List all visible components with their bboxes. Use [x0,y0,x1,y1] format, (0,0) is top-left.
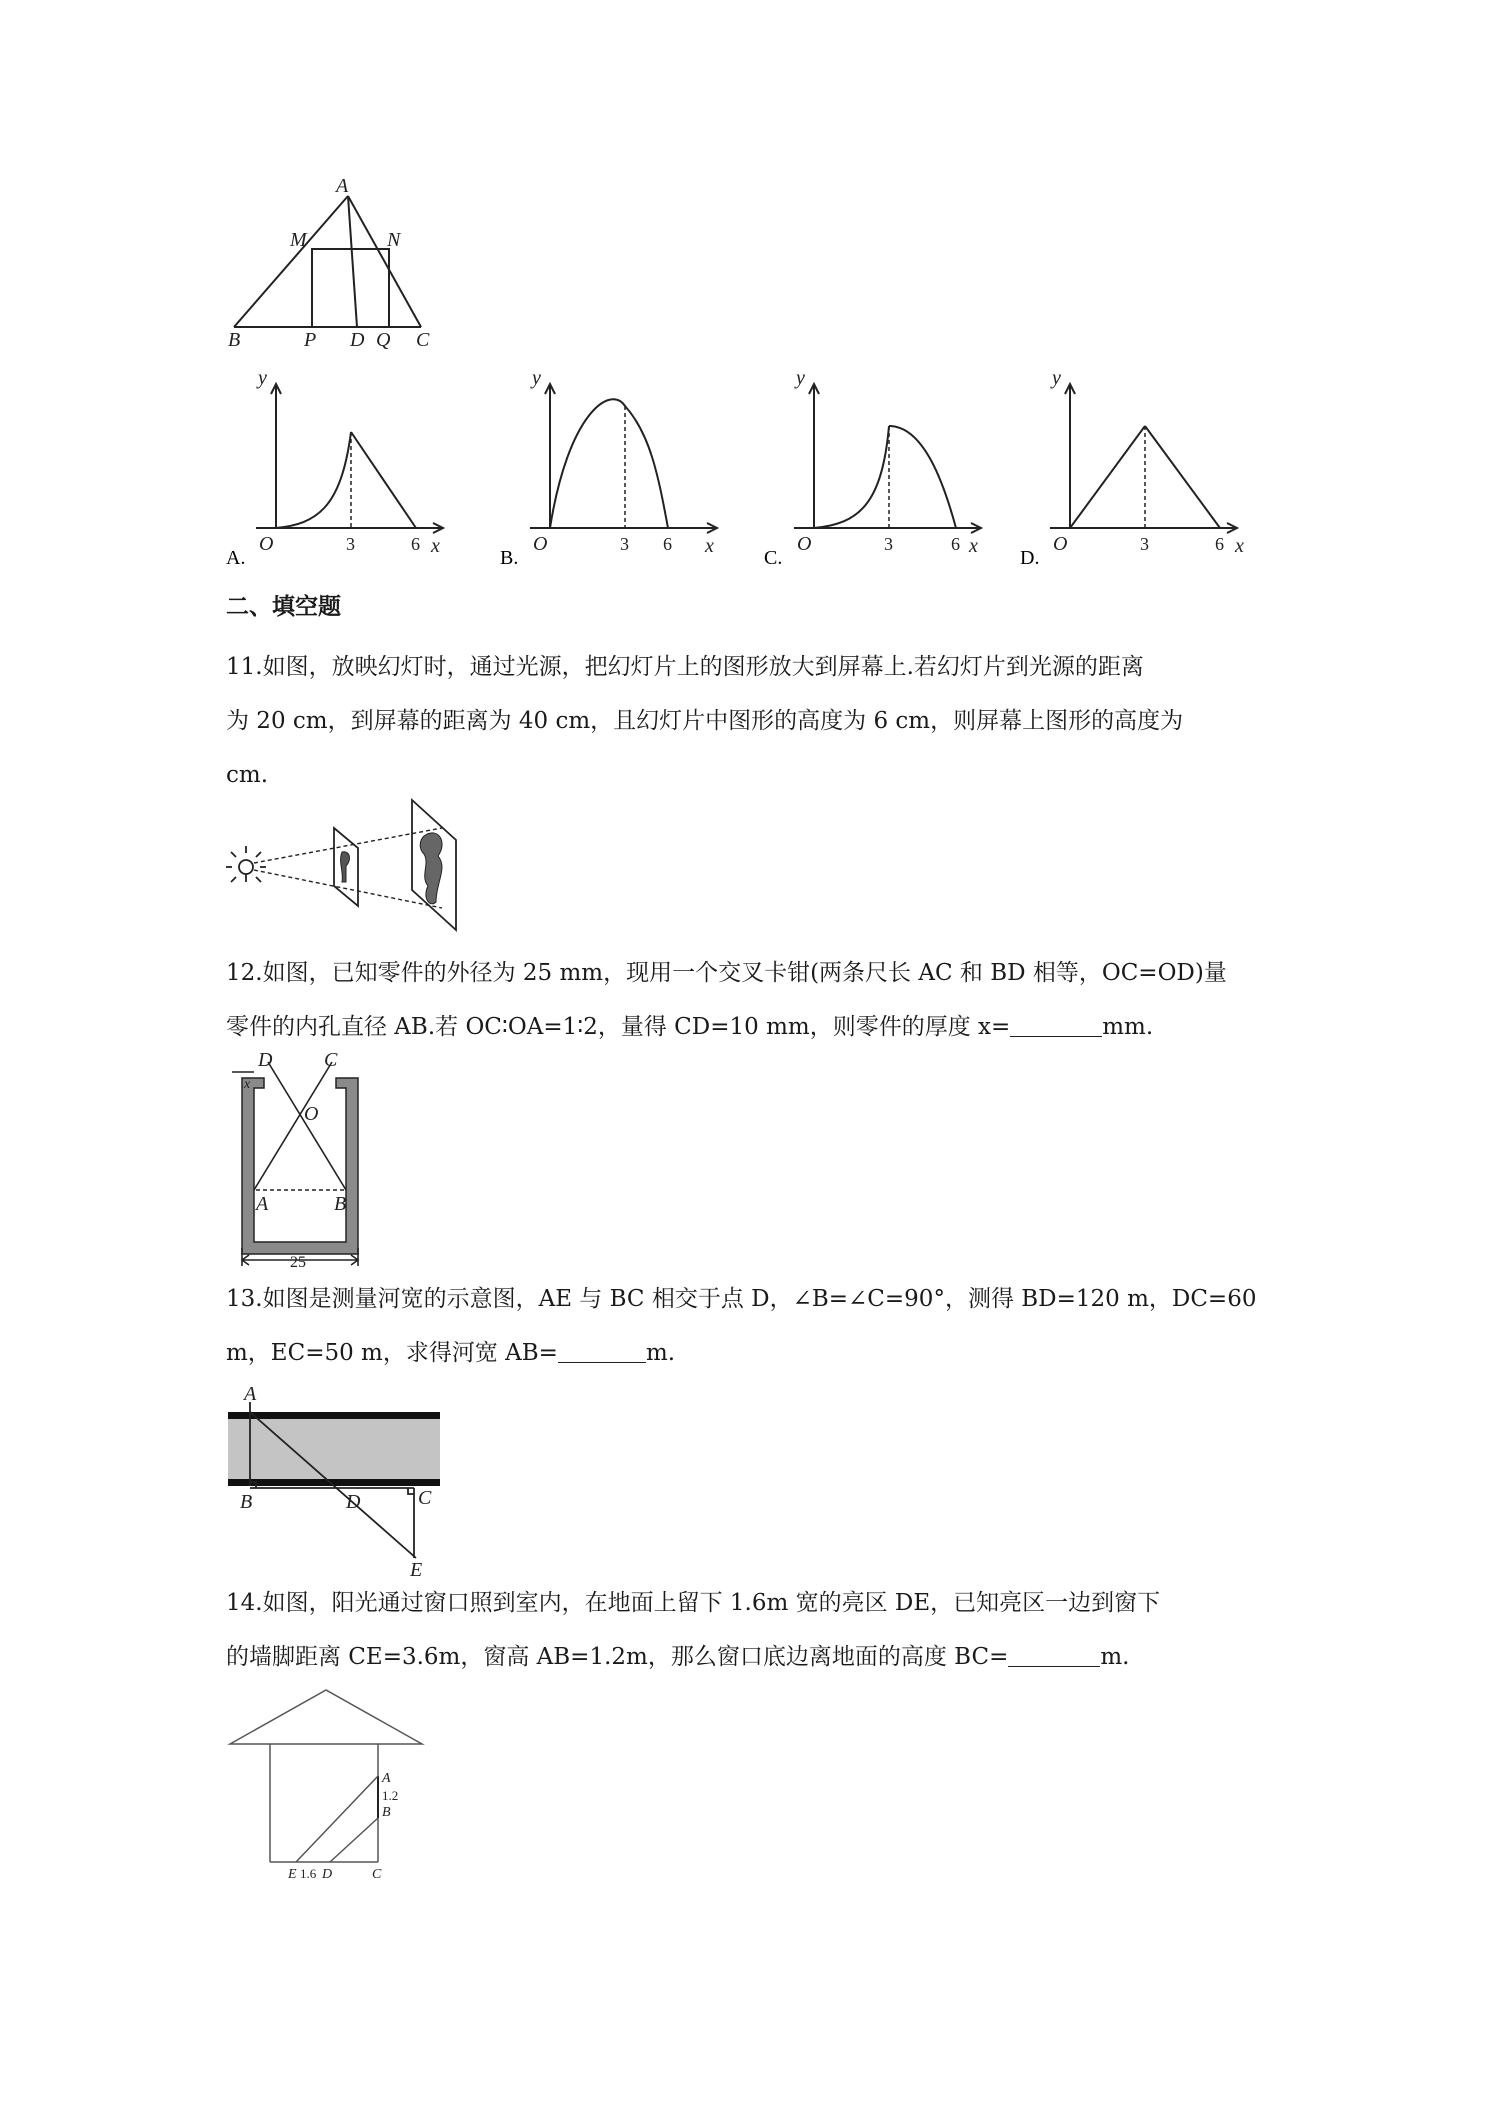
q14-line-1: 14.如图，阳光通过窗口照到室内，在地面上留下 1.6m 宽的亮区 DE，已知亮区一边到窗下 [226,1590,1161,1616]
label-Q: Q [376,329,391,351]
y-axis-label: y [532,367,541,389]
x-axis-label: x [969,535,978,557]
label-width: 25 [290,1254,306,1271]
label-B: B [382,1805,391,1820]
label-E: E [288,1867,297,1882]
label-C: C [372,1867,382,1882]
q14-answer-blank[interactable] [1008,1643,1100,1667]
tick-3: 3 [620,534,629,554]
tick-3: 3 [346,534,355,554]
origin-label: O [533,533,548,555]
q11-line-3: cm. [226,762,269,788]
label-de-length: 1.6 [300,1866,317,1881]
caliper-figure [222,1050,382,1270]
graph-option-A [226,364,456,569]
q13-unit: m. [645,1340,676,1366]
origin-label: O [259,533,274,555]
triangle-figure [224,175,454,355]
label-B: B [334,1193,347,1215]
label-C: C [416,329,430,351]
label-M: M [290,229,307,251]
label-B: B [240,1491,253,1513]
label-A: A [256,1193,269,1215]
q14-line-2-text: 的墙脚距离 CE=3.6m，窗高 AB=1.2m，那么窗口底边离地面的高度 BC= [226,1644,1009,1670]
tick-6: 6 [663,534,672,554]
q14-unit: m. [1100,1644,1130,1670]
tick-6: 6 [1215,534,1224,554]
q12-answer-blank[interactable] [1010,1013,1102,1037]
q12-line-2-text: 零件的内孔直径 AB.若 OC∶OA=1∶2，量得 CD=10 mm，则零件的厚度 x= [226,1014,1011,1040]
q12-unit: mm. [1102,1014,1154,1040]
section-title: 二、填空题 [226,594,341,620]
river-figure [222,1380,452,1581]
option-D-label: D. [1020,547,1040,569]
x-axis-label: x [431,535,440,557]
y-axis-label: y [796,367,805,389]
label-P: P [304,329,317,351]
label-A: A [336,175,349,197]
q13-answer-blank[interactable] [558,1339,646,1363]
house-figure [226,1688,426,1882]
label-N: N [387,229,401,251]
q13-line-2-text: m，EC=50 m，求得河宽 AB= [226,1340,558,1366]
graph-option-C [764,364,994,569]
y-axis-label: y [258,367,267,389]
q13-line-1: 13.如图是测量河宽的示意图，AE 与 BC 相交于点 D，∠B=∠C=90°，测得 BD=120 m，DC=60 [226,1286,1257,1312]
label-D: D [322,1867,333,1882]
tick-3: 3 [1140,534,1149,554]
q12-line-2 [226,1000,1268,1054]
label-ab-length: 1.2 [382,1788,399,1803]
q14-line-2 [226,1630,1268,1684]
origin-label: O [1053,533,1068,555]
q11-line-2: 为 20 cm，到屏幕的距离为 40 cm，且幻灯片中图形的高度为 6 cm，则屏幕上图形的高度为 [226,708,1184,734]
tick-3: 3 [884,534,893,554]
graph-option-D [1020,364,1250,569]
x-axis-label: x [1235,535,1244,557]
label-O: O [304,1103,319,1125]
q12-line-1: 12.如图，已知零件的外径为 25 mm，现用一个交叉卡钳(两条尺长 AC 和 BD 相等，OC=OD)量 [226,960,1227,986]
graph-option-B [500,364,730,569]
label-B: B [228,329,241,351]
q11-line-1: 11.如图，放映幻灯时，通过光源，把幻灯片上的图形放大到屏幕上.若幻灯片到光源的距离 [226,654,1144,680]
label-x: x [244,1077,251,1092]
tick-6: 6 [951,534,960,554]
y-axis-label: y [1052,367,1061,389]
option-C-label: C. [764,547,783,569]
label-A: A [382,1771,391,1786]
label-D: D [258,1049,273,1071]
origin-label: O [797,533,812,555]
label-D: D [350,329,365,351]
x-axis-label: x [705,535,714,557]
label-C: C [324,1049,338,1071]
option-A-label: A. [226,547,246,569]
q13-line-2 [226,1326,1268,1380]
label-E: E [410,1559,423,1581]
label-D: D [346,1491,361,1513]
projector-figure [224,790,474,940]
label-A: A [244,1383,257,1405]
option-B-label: B. [500,547,519,569]
label-C: C [418,1487,432,1509]
tick-6: 6 [411,534,420,554]
